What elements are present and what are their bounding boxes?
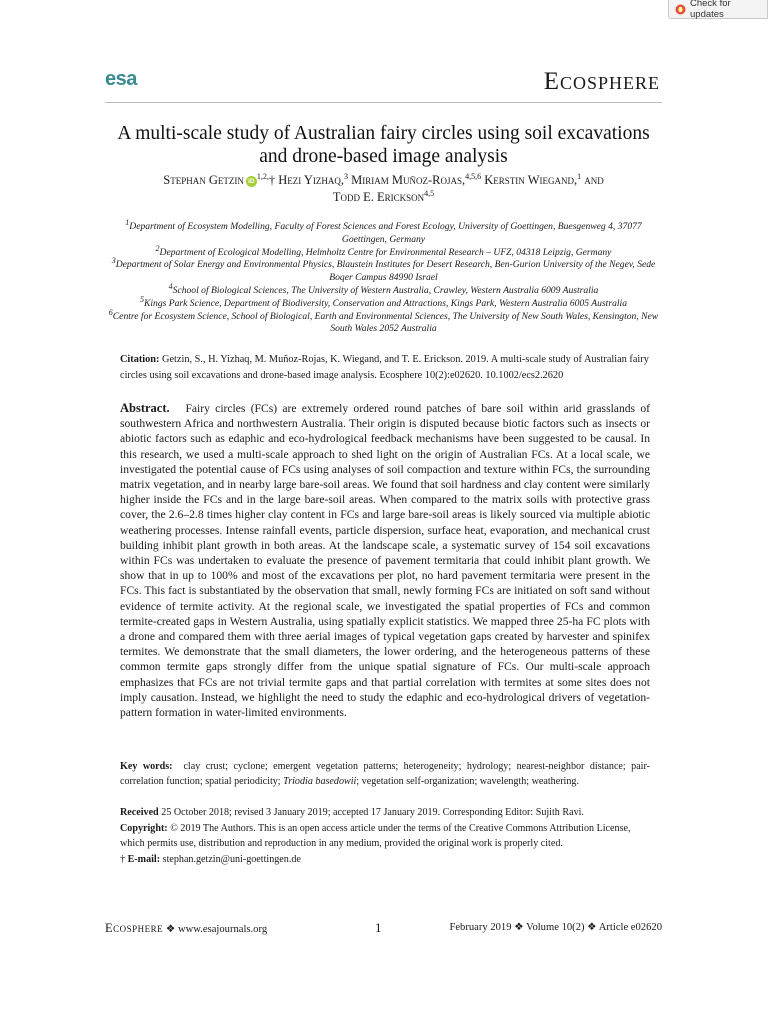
keywords-label: Key words: xyxy=(120,761,173,772)
email-line xyxy=(120,852,650,868)
footer-separator: ❖ xyxy=(587,922,597,933)
received-line xyxy=(120,805,650,821)
keywords-text-end: ; vegetation self-organization; wavelength; weathering. xyxy=(356,776,579,787)
footer-right xyxy=(449,921,662,933)
email-address[interactable]: stephan.getzin@uni-goettingen.de xyxy=(162,853,301,865)
orcid-icon[interactable]: iD xyxy=(246,176,257,187)
affiliation-number: 6 xyxy=(108,307,113,317)
footer-left xyxy=(105,921,267,936)
author-affiliation-ref: 1,2, xyxy=(256,171,269,181)
author-affiliation-ref: 4,5,6 xyxy=(465,171,482,181)
affiliation-text: Kings Park Science, Department of Biodiversity, Conservation and Attractions, Kings Park, Western Australia 6005 Australia xyxy=(143,297,628,309)
abstract-label: Abstract. xyxy=(120,401,170,415)
affiliation-item xyxy=(105,243,662,260)
author-name: Miriam Muñoz-Rojas, xyxy=(351,173,466,187)
affiliations xyxy=(105,217,662,336)
author-name: Hezi Yizhaq, xyxy=(278,173,345,187)
page-number: 1 xyxy=(375,920,382,935)
footer-separator: ❖ xyxy=(514,922,524,933)
affiliation-number: 5 xyxy=(139,294,144,304)
footer-article: Article e02620 xyxy=(598,922,662,933)
affiliation-text: Department of Ecosystem Modelling, Faculty of Forest Sciences and Forest Ecology, University of Goettingen, Buesgenweg 4, 37077 Goettingen, Germany xyxy=(129,221,642,245)
author-list xyxy=(105,172,662,206)
crossmark-icon xyxy=(675,4,686,15)
affiliation-number: 1 xyxy=(125,217,130,227)
email-label: E-mail: xyxy=(127,853,161,865)
author-name: Stephan Getzin xyxy=(163,173,244,187)
footer-journal: Ecosphere xyxy=(105,921,164,935)
author-conjunction: and xyxy=(584,173,604,187)
author-affiliation-ref: 3 xyxy=(344,171,349,181)
affiliation-item xyxy=(105,294,662,311)
affiliation-text: Department of Ecological Modelling, Helmholtz Centre for Environmental Research – UFZ, 04318 Leipzig, Germany xyxy=(159,246,612,258)
citation-text: Getzin, S., H. Yizhaq, M. Muñoz-Rojas, K. Wiegand, and T. E. Erickson. 2019. A multi-scale study of Australian fairy circles using soil excavations and drone-based image analysis. Ecosphere 10(2):e02620. 10.1002/ecs2.2620 xyxy=(120,354,649,381)
affiliation-text: School of Biological Sciences, The University of Western Australia, Crawley, Western Australia 6009 Australia xyxy=(172,284,599,296)
copyright-text: © 2019 The Authors. This is an open access article under the terms of the Creative Commons Attribution License, which permits use, distribution and reproduction in any medium, provided the original work is properly cited. xyxy=(120,822,631,849)
copyright-label: Copyright: xyxy=(120,822,168,834)
article-title: A multi-scale study of Australian fairy circles using soil excavations and drone-based image analysis xyxy=(117,123,650,167)
citation-block xyxy=(120,352,650,384)
affiliation-number: 2 xyxy=(155,243,160,253)
affiliation-item xyxy=(105,256,662,285)
affiliation-text: Department of Solar Energy and Environmental Physics, Blaustein Institutes for Desert Research, Ben-Gurion University of the Negev, Sede Boqer Campus 84990 Israel xyxy=(115,259,656,284)
author-affiliation-ref: 4,5 xyxy=(424,188,435,198)
esa-logo: esa xyxy=(105,68,137,90)
footer-volume: Volume 10(2) xyxy=(526,922,585,933)
citation-label: Citation: xyxy=(120,354,160,365)
affiliation-item xyxy=(105,281,662,298)
check-for-updates-button[interactable] xyxy=(668,0,768,19)
author-affiliation-ref: 1 xyxy=(577,171,582,181)
copyright-line xyxy=(120,821,650,852)
journal-name: Ecosphere xyxy=(543,68,660,95)
abstract-text: Fairy circles (FCs) are extremely ordered round patches of bare soil within arid grasslands of southwestern Africa and northwestern Australia. Their origin is disputed because biotic factors such as insects or abiotic factors such as edaphic and eco-hydrological feedback mechanisms have been suggested to be causal. In this research, we used a multi-scale approach to shed light on the origin of Australian FCs. At a local scale, we investigated the potential cause of FCs using analyses of soil compaction and texture within FCs, the surrounding matrix vegetation, and in nearby large bare-soil areas. We found that soil hardness and clay content were similarly higher inside the FCs and in the large bare-soil areas. When compared to the matrix soils with protective grass cover, the 2.6–2.8 times higher clay content in FCs and large bare-soil areas is likely sourced via multiple abiotic weathering processes. Intense rainfall events, particle dispersion, surface heat, evaporation, and mechanical crust building inhibit plant growth in both areas. At the landscape scale, a systematic survey of 154 soil excavations within FCs was undertaken to evaluate the presence of pavement termitaria that could inhibit plant growth. We show that in up to 100% and most of the excavations per plot, no hard pavement termitaria were present in the FCs. This fact is substantiated by the observation that small, newly forming FCs are initiated on soft sand without evidence of termite activity. At the regional scale, we investigated the spatial properties of FCs and common termite-created gaps in Western Australia, using spatially explicit statistics. We mapped three 25-ha FC plots with a drone and compared them with three aerial images of typical vegetation gaps created by harvester and spinifex termites. We demonstrate that the small diameters, the lower ordering, and the heterogeneous patterns of these common termite gaps strongly differ from the unique spatial signature of FCs. Our multi-scale approach emphasizes that FCs are not trivial termite gaps and that partial correlation with termites at some sites does not imply causation. Instead, we highlight the need to study the edaphic and eco-hydrological drivers of vegetation-pattern formation in water-limited environments. xyxy=(120,402,650,720)
keywords-species: Triodia basedowii xyxy=(283,776,357,787)
author-name: Kerstin Wiegand, xyxy=(484,173,578,187)
received-text: 25 October 2018; revised 3 January 2019; accepted 17 January 2019. Corresponding Editor: Sujith Ravi. xyxy=(161,807,584,818)
header-divider xyxy=(105,102,662,103)
author-name: Todd E. Erickson xyxy=(332,190,425,204)
affiliation-number: 3 xyxy=(111,256,116,266)
check-for-updates-label: Check for updates xyxy=(690,0,731,20)
affiliation-item xyxy=(105,217,662,247)
affiliation-number: 4 xyxy=(168,281,173,291)
footer-separator: ❖ xyxy=(165,924,176,935)
email-mark: † xyxy=(120,853,126,865)
article-info xyxy=(120,805,650,867)
footer-website-link[interactable]: www.esajournals.org xyxy=(177,924,268,935)
affiliation-item xyxy=(105,307,662,337)
abstract-block xyxy=(120,401,650,720)
received-label: Received xyxy=(120,807,159,818)
corresponding-mark: † xyxy=(268,173,276,187)
keywords-text: clay crust; cyclone; emergent vegetation patterns; heterogeneity; hydrology; nearest-neighbor distance; pair-correlation function; spatial periodicity; xyxy=(120,761,651,787)
affiliation-text: Centre for Ecosystem Science, School of Biological, Earth and Environmental Sciences, The University of New South Wales, Kensington, New South Wales 2052 Australia xyxy=(112,310,659,335)
keywords-block xyxy=(120,759,650,789)
footer-date: February 2019 xyxy=(449,922,512,933)
